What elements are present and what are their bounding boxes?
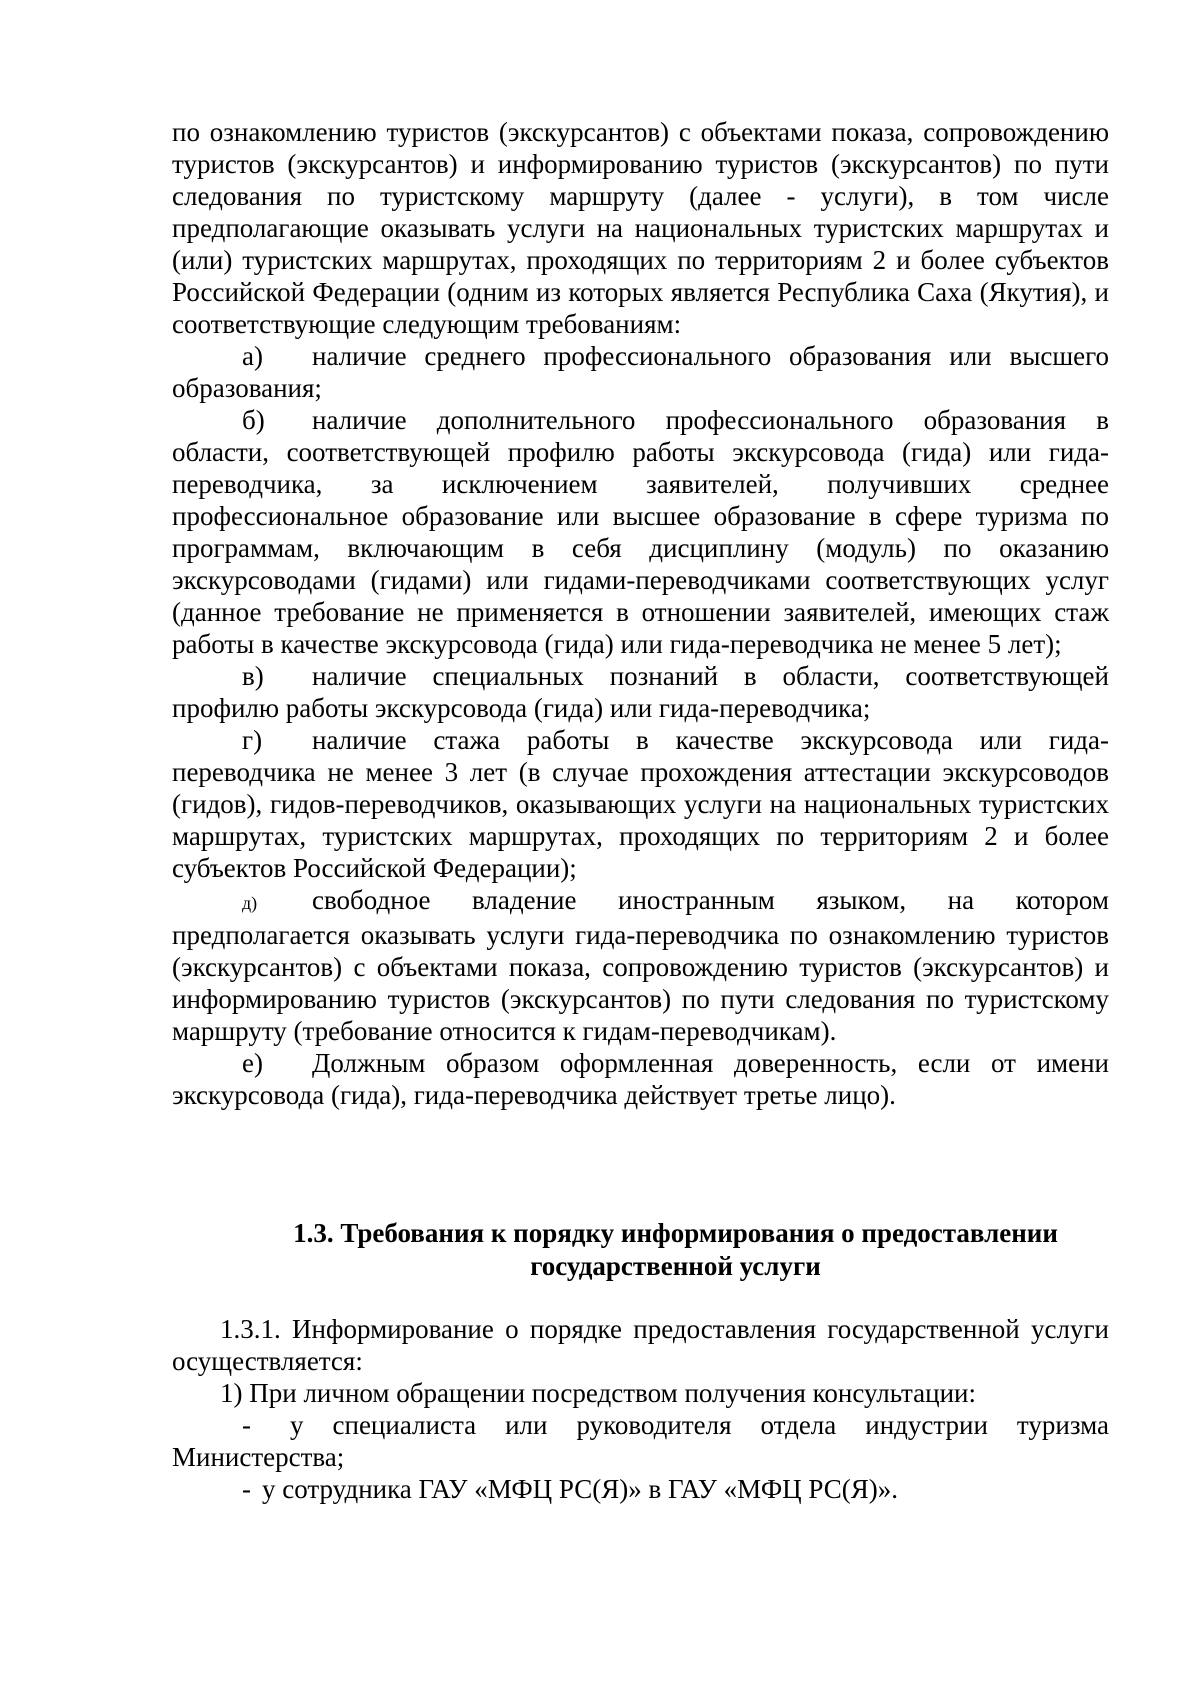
- bullet-dash: -: [242, 1410, 251, 1440]
- bullet-text: у специалиста или руководителя отдела индустрии туризма Министерства;: [172, 1410, 1109, 1472]
- requirement-b: [172, 404, 1109, 660]
- bullet-dash: -: [242, 1474, 251, 1504]
- requirement-text: свободное владение иностранным языком, на котором предполагается оказывать услуги гида-переводчика по ознакомлению туристов (экскурсантов) с объектами показа, сопровождению туристов (экскурсантов) и информированию туристов (экскурсантов) по пути следования по туристскому маршруту (требование относится к гидам-переводчикам).: [172, 885, 1109, 1046]
- bullet-item-mfc: [172, 1473, 1109, 1505]
- requirement-text: наличие специальных познаний в области, соответствующей профилю работы экскурсовода (гида) или гида-переводчика;: [172, 661, 1109, 723]
- requirement-e: [172, 1047, 1109, 1111]
- requirement-d: [172, 884, 1109, 1047]
- requirement-g: [172, 724, 1109, 884]
- requirement-text: наличие среднего профессионального образования или высшего образования;: [172, 341, 1109, 403]
- section-spacer: [172, 1111, 1109, 1217]
- requirement-marker: в): [242, 661, 264, 691]
- section-heading-line2: государственной услуги: [530, 1251, 821, 1281]
- requirement-marker: б): [242, 405, 265, 435]
- paragraph-1-3-1: 1.3.1. Информирование о порядке предоставления государственной услуги осуществляется:: [172, 1314, 1109, 1376]
- requirement-a: [172, 340, 1109, 404]
- requirement-text: наличие стажа работы в качестве экскурсовода или гида-переводчика не менее 3 лет (в случае прохождения аттестации экскурсоводов (гидов), гидов-переводчиков, оказывающих услуги на национальных туристских маршрутах, туристских маршрутах, проходящих по территориям 2 и более субъектов Российской Федерации);: [172, 725, 1109, 883]
- section-heading-line1: 1.3. Требования к порядку информирования о предоставлении: [293, 1218, 1058, 1248]
- requirement-v: [172, 660, 1109, 724]
- requirement-marker: г): [242, 725, 263, 755]
- section-heading: [172, 1217, 1109, 1283]
- requirement-marker: а): [242, 341, 263, 371]
- intro-paragraph: по ознакомлению туристов (экскурсантов) с объектами показа, сопровождению туристов (экскурсантов) и информированию туристов (экскурсантов) по пути следования по туристскому маршруту (далее - услуги), в том числе предполагающие оказывать услуги на национальных туристских маршрутах и (или) туристских маршрутах, проходящих по территориям 2 и более субъектов Российской Федерации (одним из которых является Республика Саха (Якутия), и соответствующие следующим требованиям:: [172, 117, 1109, 339]
- requirement-marker: е): [242, 1048, 263, 1078]
- bullet-text: у сотрудника ГАУ «МФЦ РС(Я)» в ГАУ «МФЦ РС(Я)».: [262, 1474, 899, 1504]
- requirement-text: Должным образом оформленная доверенность, если от имени экскурсовода (гида), гида-переводчика действует третье лицо).: [172, 1048, 1109, 1110]
- requirement-text: наличие дополнительного профессионального образования в области, соответствующей профилю работы экскурсовода (гида) или гида-переводчика, за исключением заявителей, получивших среднее профессиональное образование или высшее образование в сфере туризма по программам, включающим в себя дисциплину (модуль) по оказанию экскурсоводами (гидами) или гидами-переводчиками соответствующих услуг (данное требование не применяется в отношении заявителей, имеющих стаж работы в качестве экскурсовода (гида) или гида-переводчика не менее 5 лет);: [172, 405, 1109, 659]
- requirement-marker: д): [242, 893, 258, 913]
- document-body: [172, 116, 1109, 1505]
- paragraph-personal-appeal: 1) При личном обращении посредством получения консультации:: [220, 1378, 976, 1408]
- bullet-item-specialist: [172, 1409, 1109, 1473]
